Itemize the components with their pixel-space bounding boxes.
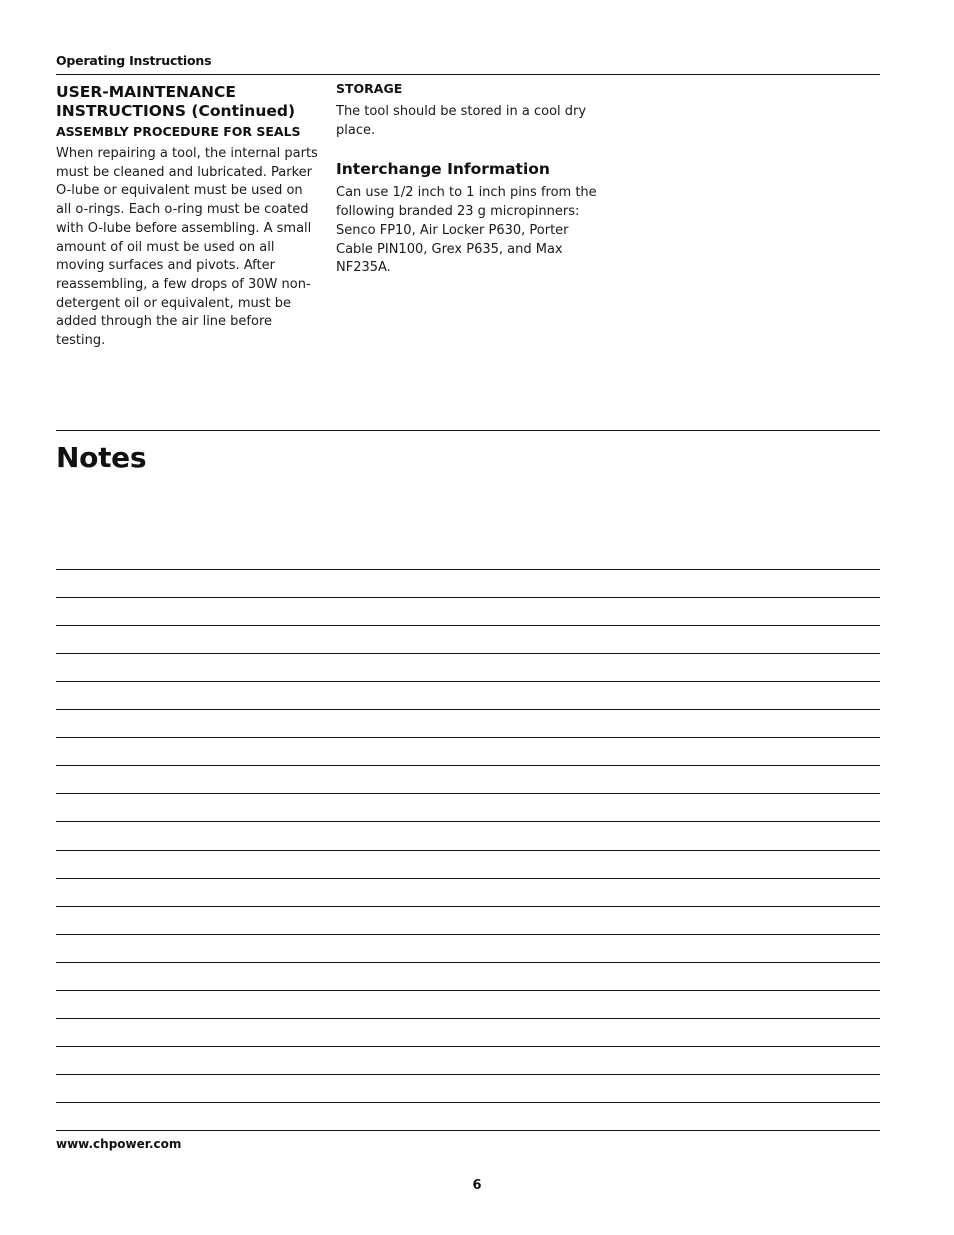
note-line xyxy=(56,681,880,682)
note-line xyxy=(56,878,880,879)
note-line xyxy=(56,906,880,907)
page-number: 6 xyxy=(472,1178,482,1193)
note-line xyxy=(56,1046,880,1047)
storage-paragraph: The tool should be stored in a cool dry place. xyxy=(336,104,587,138)
note-line xyxy=(56,934,880,935)
notes-title: Notes xyxy=(56,441,147,474)
note-line xyxy=(56,569,880,570)
note-line xyxy=(56,990,880,991)
running-head: Operating Instructions xyxy=(56,53,212,68)
note-line xyxy=(56,653,880,654)
middle-column xyxy=(336,80,598,278)
note-line xyxy=(56,625,880,626)
note-line xyxy=(56,1074,880,1075)
note-line xyxy=(56,1018,880,1019)
storage-heading: STORAGE xyxy=(336,81,403,96)
note-line xyxy=(56,962,880,963)
left-column xyxy=(56,80,318,351)
note-line xyxy=(56,793,880,794)
note-line xyxy=(56,850,880,851)
note-line xyxy=(56,709,880,710)
seals-paragraph: When repairing a tool, the internal parts must be cleaned and lubricated. Parker O-lube or equivalent must be used on all o-rings. Each o-ring must be coated with O-lube before assembling. A small amount of oil must be used on all moving surfaces and pivots. After reassembling, a few drops of 30W non-detergent oil or equivalent, must be added through the air line before testing. xyxy=(56,146,318,349)
maintenance-heading: USER-MAINTENANCE INSTRUCTIONS (Continued) xyxy=(56,83,296,120)
note-line xyxy=(56,597,880,598)
note-line xyxy=(56,765,880,766)
note-line xyxy=(56,737,880,738)
interchange-paragraph: Can use 1/2 inch to 1 inch pins from the following branded 23 g micropinners: Senco FP10, Air Locker P630, Porter Cable PIN100, Grex P635, and Max NF235A. xyxy=(336,185,597,276)
header-rule xyxy=(56,74,880,75)
seals-subheading: ASSEMBLY PROCEDURE FOR SEALS xyxy=(56,124,301,139)
footer-url: www.chpower.com xyxy=(56,1137,182,1151)
note-line xyxy=(56,1102,880,1103)
note-line xyxy=(56,1130,880,1131)
interchange-heading: Interchange Information xyxy=(336,160,550,179)
note-line xyxy=(56,821,880,822)
notes-rule xyxy=(56,430,880,431)
